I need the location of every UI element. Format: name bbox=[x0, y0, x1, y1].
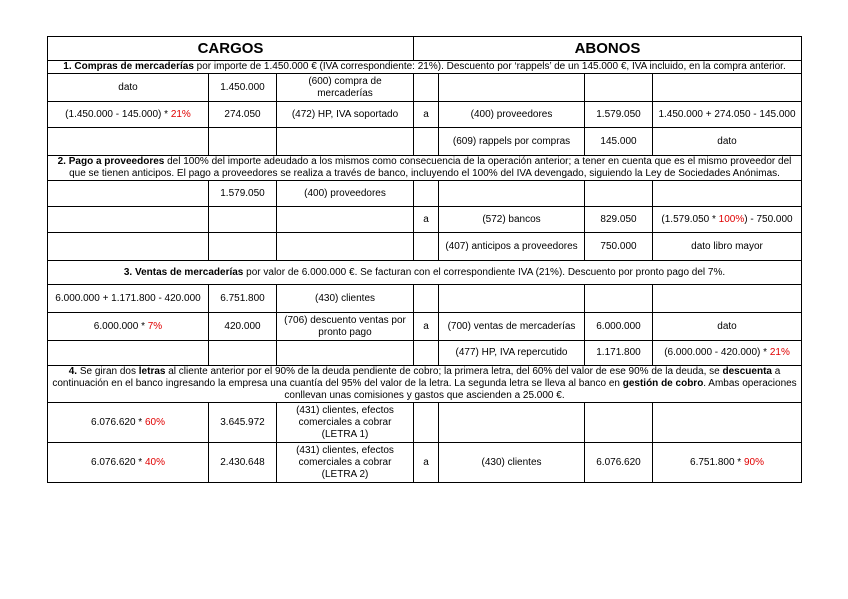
separator-cell: a bbox=[414, 313, 439, 341]
debit-account: (706) descuento ventas por pronto pago bbox=[277, 313, 414, 341]
credit-account: (477) HP, IVA repercutido bbox=[439, 341, 585, 366]
credit-calc: dato bbox=[653, 128, 802, 156]
credit-amount: 829.050 bbox=[585, 207, 653, 233]
abonos-header: ABONOS bbox=[414, 37, 802, 61]
debit-account bbox=[277, 128, 414, 156]
debit-calc: 6.076.620 * 60% bbox=[48, 403, 209, 443]
debit-calc bbox=[48, 128, 209, 156]
table-row bbox=[48, 403, 802, 443]
debit-amount: 274.050 bbox=[209, 102, 277, 128]
credit-calc: 6.751.800 * 90% bbox=[653, 443, 802, 483]
debit-calc: 6.000.000 * 7% bbox=[48, 313, 209, 341]
debit-calc: 6.076.620 * 40% bbox=[48, 443, 209, 483]
debit-amount: 2.430.648 bbox=[209, 443, 277, 483]
section-2-description: 2. Pago a proveedores del 100% del importe adeudado a los mismos como consecuencia de la operación anterior; a tener en cuenta que es el mismo proveedor del que se tienen anticipos. El pago a proveedores se realiza a través de banco, incluyendo el 100% del IVA devengado, siguiendo la Ley de Sociedades Anónimas. bbox=[48, 156, 802, 181]
credit-calc bbox=[653, 285, 802, 313]
table-row bbox=[48, 207, 802, 233]
section-1-description-row bbox=[48, 61, 802, 74]
credit-amount: 6.000.000 bbox=[585, 313, 653, 341]
table-row bbox=[48, 102, 802, 128]
credit-amount: 750.000 bbox=[585, 233, 653, 261]
header-row bbox=[48, 37, 802, 61]
credit-account: (700) ventas de mercaderías bbox=[439, 313, 585, 341]
credit-amount: 6.076.620 bbox=[585, 443, 653, 483]
debit-amount: 420.000 bbox=[209, 313, 277, 341]
debit-calc bbox=[48, 181, 209, 207]
debit-amount bbox=[209, 233, 277, 261]
credit-account bbox=[439, 74, 585, 102]
debit-calc bbox=[48, 341, 209, 366]
section-1-description: 1. Compras de mercaderías por importe de 1.450.000 € (IVA correspondiente: 21%). Descuento por ‘rappels’ de un 145.000 €, IVA incluido, en la compra anterior. bbox=[48, 61, 802, 74]
table-row bbox=[48, 74, 802, 102]
credit-calc: 1.450.000 + 274.050 - 145.000 bbox=[653, 102, 802, 128]
table-row bbox=[48, 313, 802, 341]
credit-account bbox=[439, 403, 585, 443]
debit-account: (600) compra de mercaderías bbox=[277, 74, 414, 102]
credit-account: (609) rappels por compras bbox=[439, 128, 585, 156]
credit-account bbox=[439, 181, 585, 207]
credit-amount bbox=[585, 403, 653, 443]
debit-account: (472) HP, IVA soportado bbox=[277, 102, 414, 128]
debit-amount bbox=[209, 341, 277, 366]
debit-account: (431) clientes, efectos comerciales a cobrar (LETRA 1) bbox=[277, 403, 414, 443]
separator-cell: a bbox=[414, 443, 439, 483]
separator-cell: a bbox=[414, 207, 439, 233]
credit-account: (430) clientes bbox=[439, 443, 585, 483]
credit-calc bbox=[653, 403, 802, 443]
debit-amount: 6.751.800 bbox=[209, 285, 277, 313]
separator-cell bbox=[414, 74, 439, 102]
table-row bbox=[48, 181, 802, 207]
section-3-description-row bbox=[48, 261, 802, 285]
separator-cell bbox=[414, 181, 439, 207]
debit-calc bbox=[48, 233, 209, 261]
credit-amount: 145.000 bbox=[585, 128, 653, 156]
debit-amount: 1.450.000 bbox=[209, 74, 277, 102]
debit-account bbox=[277, 233, 414, 261]
debit-calc: (1.450.000 - 145.000) * 21% bbox=[48, 102, 209, 128]
table-row bbox=[48, 128, 802, 156]
table-row bbox=[48, 285, 802, 313]
debit-calc: dato bbox=[48, 74, 209, 102]
section-3-description: 3. Ventas de mercaderías por valor de 6.000.000 €. Se facturan con el correspondiente IVA (21%). Descuento por pronto pago del 7%. bbox=[48, 261, 802, 285]
journal-table bbox=[47, 36, 802, 483]
section-2-description-row bbox=[48, 156, 802, 181]
debit-account bbox=[277, 341, 414, 366]
credit-account: (407) anticipos a proveedores bbox=[439, 233, 585, 261]
separator-cell bbox=[414, 403, 439, 443]
debit-amount: 1.579.050 bbox=[209, 181, 277, 207]
separator-cell bbox=[414, 341, 439, 366]
credit-amount: 1.579.050 bbox=[585, 102, 653, 128]
section-4-description-row bbox=[48, 366, 802, 403]
credit-calc: (1.579.050 * 100%) - 750.000 bbox=[653, 207, 802, 233]
debit-account: (431) clientes, efectos comerciales a cobrar (LETRA 2) bbox=[277, 443, 414, 483]
credit-account: (400) proveedores bbox=[439, 102, 585, 128]
debit-amount bbox=[209, 207, 277, 233]
cargos-header: CARGOS bbox=[48, 37, 414, 61]
credit-amount bbox=[585, 74, 653, 102]
credit-account bbox=[439, 285, 585, 313]
credit-amount bbox=[585, 285, 653, 313]
debit-calc: 6.000.000 + 1.171.800 - 420.000 bbox=[48, 285, 209, 313]
table-row bbox=[48, 233, 802, 261]
credit-account: (572) bancos bbox=[439, 207, 585, 233]
section-4-description: 4. Se giran dos letras al cliente anterior por el 90% de la deuda pendiente de cobro; la primera letra, del 60% del valor de ese 90% de la deuda, se descuenta a continuación en el banco ingresando la empresa una cuantía del 95% del valor de la letra. La segunda letra se lleva al banco en gestión de cobro. Ambas operaciones conllevan unas comisiones y gastos que ascienden a 25.000 €. bbox=[48, 366, 802, 403]
credit-calc: (6.000.000 - 420.000) * 21% bbox=[653, 341, 802, 366]
credit-amount bbox=[585, 181, 653, 207]
debit-amount bbox=[209, 128, 277, 156]
debit-account: (430) clientes bbox=[277, 285, 414, 313]
separator-cell bbox=[414, 233, 439, 261]
debit-calc bbox=[48, 207, 209, 233]
credit-calc: dato libro mayor bbox=[653, 233, 802, 261]
table-row bbox=[48, 341, 802, 366]
table-row bbox=[48, 443, 802, 483]
credit-calc: dato bbox=[653, 313, 802, 341]
debit-account: (400) proveedores bbox=[277, 181, 414, 207]
separator-cell bbox=[414, 285, 439, 313]
debit-amount: 3.645.972 bbox=[209, 403, 277, 443]
credit-amount: 1.171.800 bbox=[585, 341, 653, 366]
credit-calc bbox=[653, 181, 802, 207]
debit-account bbox=[277, 207, 414, 233]
separator-cell: a bbox=[414, 102, 439, 128]
credit-calc bbox=[653, 74, 802, 102]
separator-cell bbox=[414, 128, 439, 156]
